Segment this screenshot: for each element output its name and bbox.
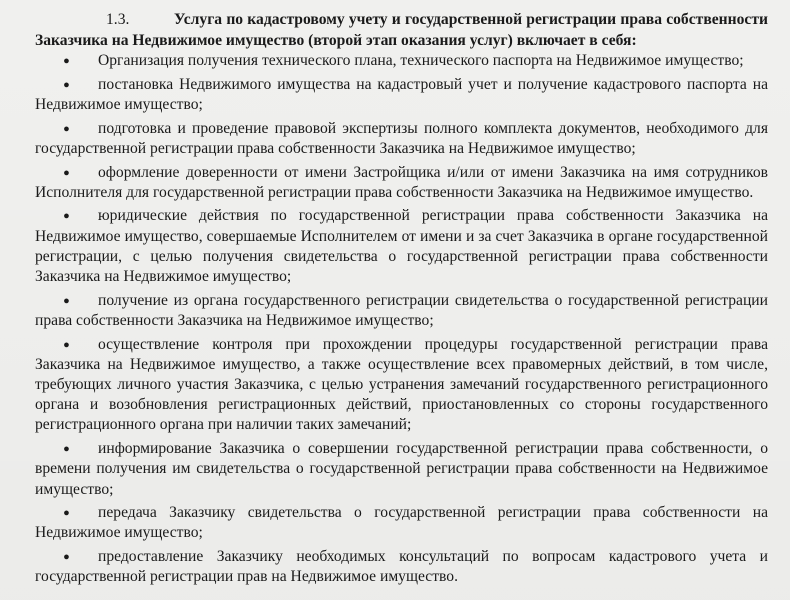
services-list — [35, 51, 768, 588]
bullet-icon: ● — [63, 210, 70, 223]
section-number: 1.3. — [106, 11, 130, 28]
bullet-icon: ● — [63, 55, 70, 67]
list-item — [35, 503, 768, 543]
bullet-icon: ● — [63, 78, 70, 91]
bullet-icon: ● — [63, 443, 70, 456]
list-item-text: осуществление контроля при прохождении процедуры государственной регистрации права Заказчика на Недвижимое имущество, а также осуществление всех правомерных действий, в том числе, требующих личного участия Заказчика, с целью устранения замечаний государственного регистрационного органа и возобновления регистрационных действий, приостановленных со стороны государственного регистрационного органа при наличии таких замечаний; — [35, 335, 768, 434]
list-item — [35, 163, 768, 203]
bullet-icon: ● — [63, 166, 70, 179]
list-item — [35, 206, 768, 287]
list-item-text: постановка Недвижимого имущества на кадастровый учет и получение кадастрового паспорта на Недвижимое имущество; — [35, 75, 768, 113]
list-item — [35, 439, 768, 500]
list-item — [35, 51, 768, 71]
bullet-icon: ● — [63, 122, 70, 135]
section-heading — [35, 9, 768, 51]
section-title: Услуга по кадастровому учету и государственной регистрации права собственности Заказчика на Недвижимое имущество (второй этап оказания услуг) включает в себя: — [35, 11, 768, 49]
bullet-icon: ● — [63, 551, 70, 564]
list-item-text: оформление доверенности от имени Застройщика и/или от имени Заказчика на имя сотрудников Исполнителя для государственной регистрации права собственности Заказчика на Недвижимое имущество. — [35, 163, 768, 201]
list-item-text: юридические действия по государственной регистрации права собственности Заказчика на Недвижимое имущество, совершаемые Исполнителем от имени и за счет Заказчика в органе государственной регистрации, с целью получения свидетельства о государственной регистрации права собственности Заказчика на Недвижимое имущество; — [35, 207, 768, 286]
list-item — [35, 291, 768, 331]
bullet-icon: ● — [63, 507, 70, 520]
bullet-icon: ● — [63, 338, 70, 351]
list-item — [35, 119, 768, 159]
list-item-text: Организация получения технического плана, технического паспорта на Недвижимое имущество; — [98, 52, 744, 69]
list-item-text: подготовка и проведение правовой экспертизы полного комплекта документов, необходимого для государственной регистрации права собственности Заказчика на Недвижимое имущество; — [35, 119, 768, 157]
bullet-icon: ● — [63, 294, 70, 307]
list-item-text: передача Заказчику свидетельства о государственной регистрации права собственности на Недвижимое имущество; — [35, 504, 768, 542]
list-item-text: получение из органа государственного регистрации свидетельства о государственной регистрации права собственности Заказчика на Недвижимое имущество; — [35, 291, 768, 329]
list-item-text: предоставление Заказчику необходимых консультаций по вопросам кадастрового учета и государственной регистрации прав на Недвижимое имущество. — [35, 548, 768, 586]
list-item — [35, 547, 768, 587]
list-item — [35, 335, 768, 436]
list-item-text: информирование Заказчика о совершении государственной регистрации права собственности, о времени получения им свидетельства о государственной регистрации права собственности на Недвижимое имущество; — [35, 440, 768, 498]
list-item — [35, 75, 768, 115]
